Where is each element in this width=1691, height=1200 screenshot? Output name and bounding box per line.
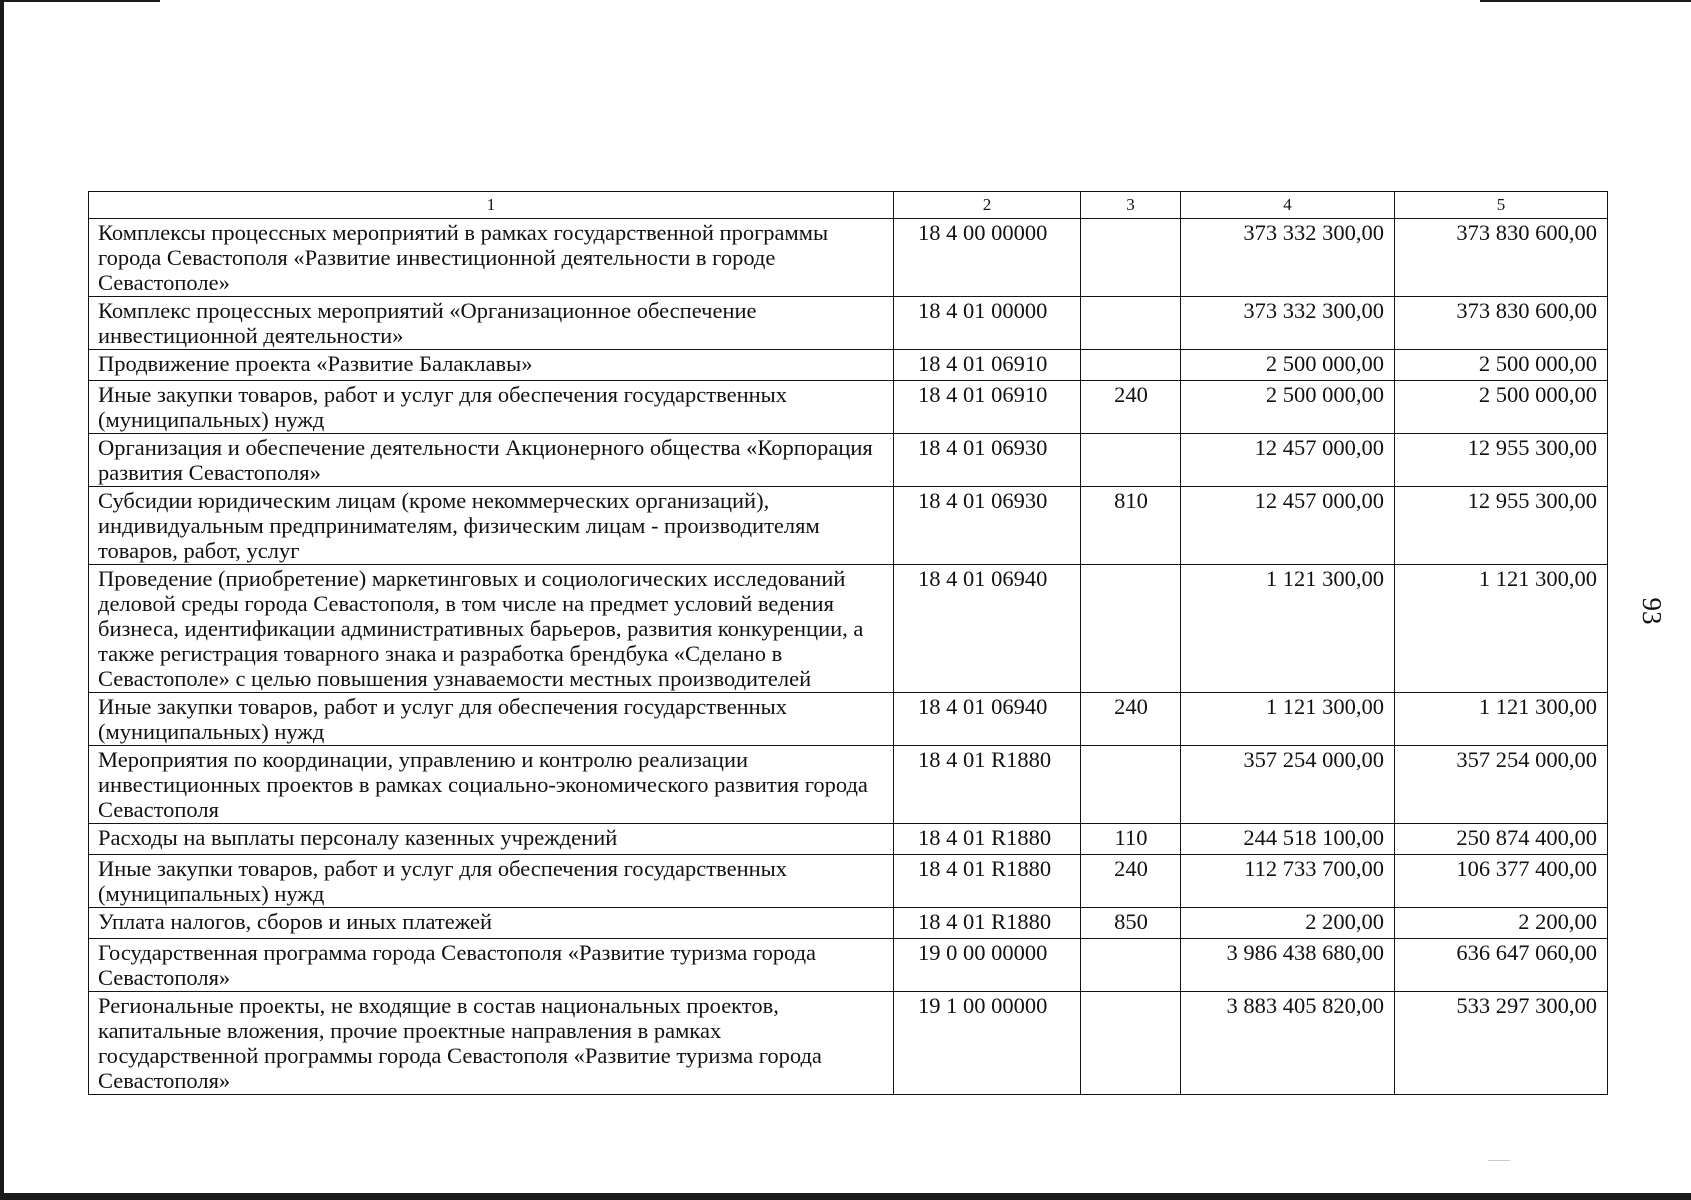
row-amount-4: 112 733 700,00 [1181, 855, 1395, 908]
table-row [89, 824, 1608, 855]
row-name: Иные закупки товаров, работ и услуг для обеспечения государственных (муниципальных) нужд [89, 693, 894, 746]
row-code: 19 1 00 00000 [894, 992, 1081, 1095]
row-amount-4: 2 200,00 [1181, 908, 1395, 939]
column-header-amount-4: 4 [1181, 192, 1395, 219]
row-code: 18 4 01 R1880 [894, 908, 1081, 939]
row-code: 18 4 01 06930 [894, 487, 1081, 565]
row-amount-5: 533 297 300,00 [1395, 992, 1608, 1095]
row-amount-4: 3 986 438 680,00 [1181, 939, 1395, 992]
row-code: 18 4 01 06930 [894, 434, 1081, 487]
row-amount-5: 250 874 400,00 [1395, 824, 1608, 855]
column-header-code: 2 [894, 192, 1081, 219]
table-row [89, 992, 1608, 1095]
row-amount-5: 373 830 600,00 [1395, 297, 1608, 350]
row-type: 240 [1081, 381, 1181, 434]
row-type [1081, 565, 1181, 693]
table-row [89, 939, 1608, 992]
row-code: 18 4 01 06940 [894, 693, 1081, 746]
row-name: Организация и обеспечение деятельности Акционерного общества «Корпорация развития Севастополя» [89, 434, 894, 487]
row-type [1081, 939, 1181, 992]
row-amount-5: 373 830 600,00 [1395, 219, 1608, 297]
row-type: 850 [1081, 908, 1181, 939]
row-amount-5: 357 254 000,00 [1395, 746, 1608, 824]
row-amount-4: 357 254 000,00 [1181, 746, 1395, 824]
scan-speck [1488, 1160, 1510, 1161]
scan-edge-top-right [1480, 0, 1691, 2]
row-amount-5: 12 955 300,00 [1395, 487, 1608, 565]
row-type: 110 [1081, 824, 1181, 855]
table-row [89, 693, 1608, 746]
row-amount-5: 12 955 300,00 [1395, 434, 1608, 487]
table-row [89, 219, 1608, 297]
row-name: Иные закупки товаров, работ и услуг для обеспечения государственных (муниципальных) нужд [89, 855, 894, 908]
row-type [1081, 992, 1181, 1095]
row-name: Расходы на выплаты персоналу казенных учреждений [89, 824, 894, 855]
table-row [89, 855, 1608, 908]
row-type [1081, 297, 1181, 350]
row-code: 18 4 01 R1880 [894, 855, 1081, 908]
scan-edge-left [0, 0, 4, 1200]
table-row [89, 434, 1608, 487]
row-name: Уплата налогов, сборов и иных платежей [89, 908, 894, 939]
budget-table [88, 191, 1608, 1095]
row-amount-4: 1 121 300,00 [1181, 693, 1395, 746]
row-code: 18 4 01 06910 [894, 381, 1081, 434]
row-type [1081, 746, 1181, 824]
row-code: 18 4 01 R1880 [894, 824, 1081, 855]
row-type [1081, 350, 1181, 381]
row-code: 18 4 01 00000 [894, 297, 1081, 350]
row-amount-5: 106 377 400,00 [1395, 855, 1608, 908]
row-amount-4: 373 332 300,00 [1181, 297, 1395, 350]
row-code: 19 0 00 00000 [894, 939, 1081, 992]
row-type: 240 [1081, 693, 1181, 746]
row-code: 18 4 01 06910 [894, 350, 1081, 381]
row-name: Мероприятия по координации, управлению и контролю реализации инвестиционных проектов в рамках социально-экономического развития города Севастополя [89, 746, 894, 824]
row-amount-5: 1 121 300,00 [1395, 565, 1608, 693]
table-header-row [89, 192, 1608, 219]
table-row [89, 908, 1608, 939]
row-name: Комплексы процессных мероприятий в рамках государственной программы города Севастополя «Развитие инвестиционной деятельности в городе Севастополе» [89, 219, 894, 297]
row-amount-4: 373 332 300,00 [1181, 219, 1395, 297]
scan-edge-bottom [0, 1193, 1691, 1200]
row-type: 240 [1081, 855, 1181, 908]
column-header-type: 3 [1081, 192, 1181, 219]
row-amount-4: 12 457 000,00 [1181, 487, 1395, 565]
row-name: Комплекс процессных мероприятий «Организационное обеспечение инвестиционной деятельности» [89, 297, 894, 350]
row-code: 18 4 01 06940 [894, 565, 1081, 693]
row-amount-5: 2 200,00 [1395, 908, 1608, 939]
row-name: Государственная программа города Севастополя «Развитие туризма города Севастополя» [89, 939, 894, 992]
row-amount-4: 3 883 405 820,00 [1181, 992, 1395, 1095]
scan-edge-top-left [0, 0, 160, 2]
row-amount-5: 2 500 000,00 [1395, 381, 1608, 434]
page-number: 93 [1637, 597, 1667, 625]
row-type: 810 [1081, 487, 1181, 565]
row-type [1081, 434, 1181, 487]
row-amount-4: 2 500 000,00 [1181, 350, 1395, 381]
row-amount-5: 636 647 060,00 [1395, 939, 1608, 992]
row-name: Проведение (приобретение) маркетинговых и социологических исследований деловой среды города Севастополя, в том числе на предмет условий ведения бизнеса, идентификации административных барьеров, развития конкуренции, а также регистрация товарного знака и разработка брендбука «Сделано в Севастополе» с целью повышения узнаваемости местных производителей [89, 565, 894, 693]
row-name: Иные закупки товаров, работ и услуг для обеспечения государственных (муниципальных) нужд [89, 381, 894, 434]
row-amount-4: 244 518 100,00 [1181, 824, 1395, 855]
row-amount-4: 1 121 300,00 [1181, 565, 1395, 693]
column-header-amount-5: 5 [1395, 192, 1608, 219]
row-name: Субсидии юридическим лицам (кроме некоммерческих организаций), индивидуальным предпринимателям, физическим лицам - производителям товаров, работ, услуг [89, 487, 894, 565]
row-name: Продвижение проекта «Развитие Балаклавы» [89, 350, 894, 381]
table-row [89, 297, 1608, 350]
row-amount-4: 12 457 000,00 [1181, 434, 1395, 487]
row-amount-4: 2 500 000,00 [1181, 381, 1395, 434]
row-amount-5: 1 121 300,00 [1395, 693, 1608, 746]
table-row [89, 487, 1608, 565]
column-header-name: 1 [89, 192, 894, 219]
row-amount-5: 2 500 000,00 [1395, 350, 1608, 381]
table-row [89, 381, 1608, 434]
table-row [89, 565, 1608, 693]
row-code: 18 4 00 00000 [894, 219, 1081, 297]
table-row [89, 746, 1608, 824]
row-name: Региональные проекты, не входящие в состав национальных проектов, капитальные вложения, прочие проектные направления в рамках государственной программы города Севастополя «Развитие туризма города Севастополя» [89, 992, 894, 1095]
row-code: 18 4 01 R1880 [894, 746, 1081, 824]
row-type [1081, 219, 1181, 297]
table-row [89, 350, 1608, 381]
